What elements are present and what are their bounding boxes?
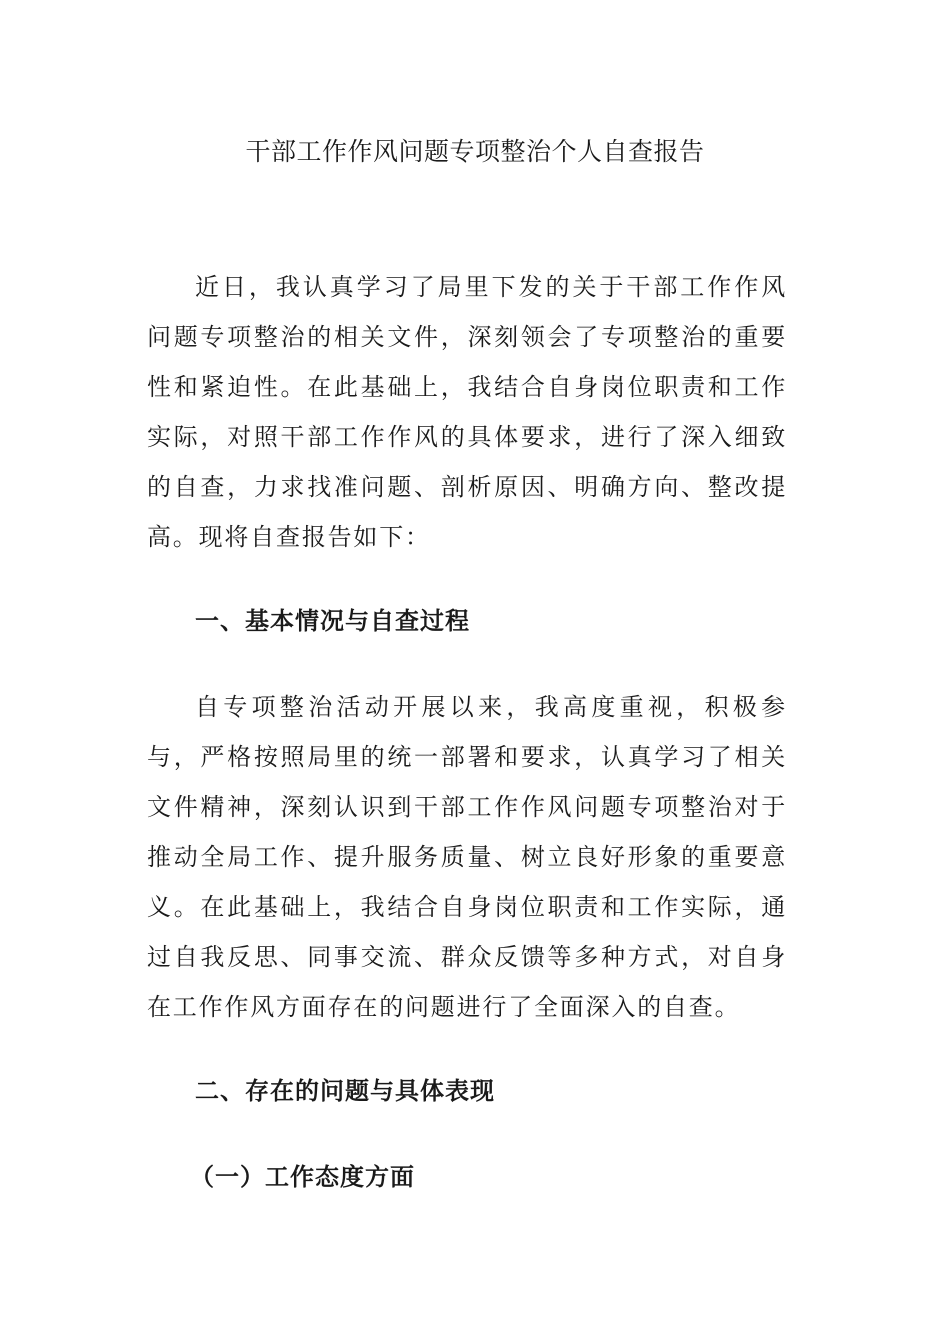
intro-paragraph: 近日，我认真学习了局里下发的关于干部工作作风问题专项整治的相关文件，深刻领会了专项整治的重要性和紧迫性。在此基础上，我结合自身岗位职责和工作实际，对照干部工作作风的具体要求，进行了深入细致的自查，力求找准问题、剖析原因、明确方向、整改提高。现将自查报告如下： [147,273,787,551]
section-heading-basic: 一、基本情况与自查过程 [195,607,470,635]
subsection-heading-attitude: （一）工作态度方面 [190,1163,415,1191]
section-basic-paragraph: 自专项整治活动开展以来，我高度重视，积极参与，严格按照局里的统一部署和要求，认真学习了相关文件精神，深刻认识到干部工作作风问题专项整治对于推动全局工作、提升服务质量、树立良好形象的重要意义。在此基础上，我结合自身岗位职责和工作实际，通过自我反思、同事交流、群众反馈等多种方式，对自身在工作作风方面存在的问题进行了全面深入的自查。 [147,693,787,1021]
document-title: 干部工作作风问题专项整治个人自查报告 [245,137,705,166]
section-heading-problems: 二、存在的问题与具体表现 [195,1077,495,1105]
